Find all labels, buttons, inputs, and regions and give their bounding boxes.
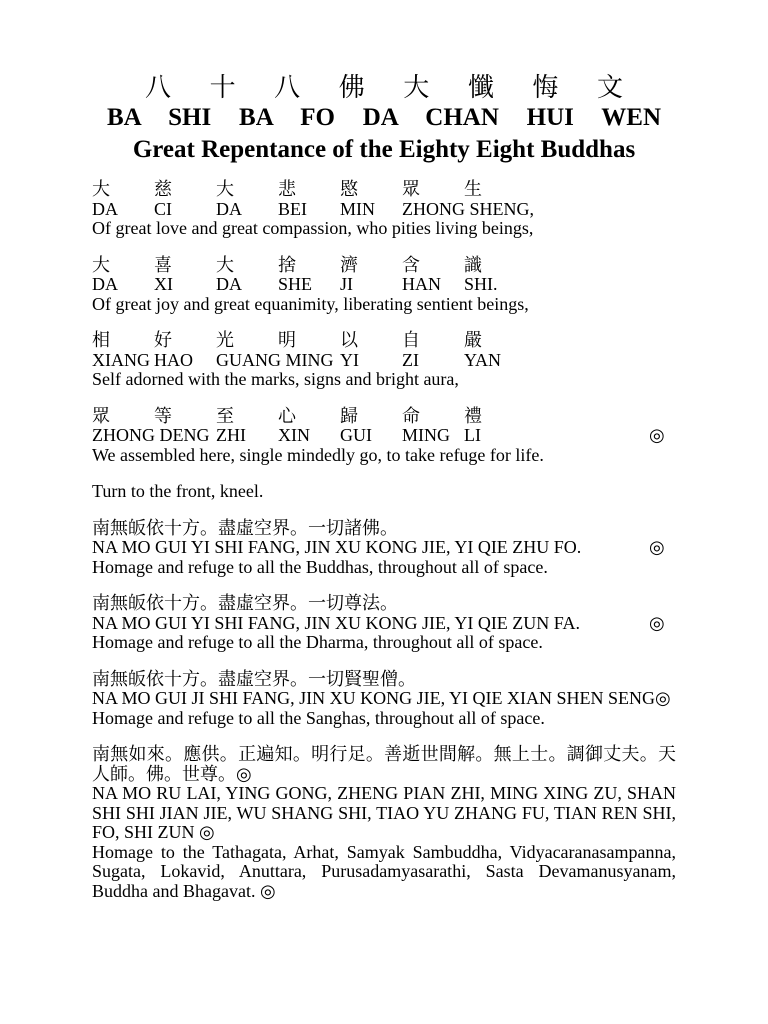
- chinese-character: 愍: [340, 179, 358, 199]
- homage-tathagata: [92, 745, 676, 901]
- chinese-character: 大: [92, 254, 110, 275]
- recitation-mark: ◎: [649, 425, 665, 445]
- pinyin-syllable: ZI: [402, 349, 419, 370]
- refuge-english-line: Homage and refuge to all the Sanghas, throughout all of space.: [92, 707, 545, 728]
- verse-english-line: Self adorned with the marks, signs and bright aura,: [92, 369, 459, 389]
- verse-3: [92, 331, 676, 390]
- refuge-pinyin-line: NA MO GUI JI SHI FANG, JIN XU KONG JIE, YI QIE XIAN SHEN SENG◎: [92, 688, 671, 708]
- pinyin-syllable: YAN: [464, 349, 502, 370]
- recitation-mark: ◎: [649, 537, 665, 557]
- title-pinyin: BA SHI BA FO DA CHAN HUI WEN: [107, 104, 661, 131]
- pinyin-syllable: ZHONG DENG: [92, 425, 210, 445]
- pinyin-syllable: SHE: [278, 274, 313, 294]
- verse-pinyin-row: [92, 426, 676, 446]
- recitation-mark: ◎: [649, 612, 665, 633]
- refuge-english-line: Homage and refuge to all the Dharma, throughout all of space.: [92, 632, 543, 652]
- chinese-character: 以: [340, 330, 358, 350]
- homage-english-paragraph: Homage to the Tathagata, Arhat, Samyak Sambuddha, Vidyacaranasampanna, Sugata, Lokavid, Anuttara, Purusadamyasarathi, Sasta Devamanusyanam, Buddha and Bhagavat. ◎: [92, 841, 676, 901]
- chinese-character: 命: [402, 405, 420, 426]
- chinese-character: 眾: [92, 405, 110, 426]
- pinyin-syllable: ZHONG SHENG,: [402, 198, 534, 219]
- verse-pinyin-row: [92, 351, 676, 371]
- pinyin-syllable: XIANG: [92, 349, 150, 370]
- pinyin-syllable: YI: [340, 349, 359, 370]
- refuge-pinyin-row: [92, 689, 676, 709]
- pinyin-syllable: HAN: [402, 274, 441, 294]
- pinyin-syllable: XI: [154, 274, 173, 294]
- chinese-character: 喜: [154, 254, 172, 275]
- verse-2: [92, 256, 676, 315]
- title-chinese: 八 十 八 佛 大 懺 悔 文: [145, 73, 623, 102]
- pinyin-syllable: JI: [340, 274, 353, 294]
- chinese-character: 心: [278, 405, 296, 426]
- pinyin-syllable: GUANG MING: [216, 349, 334, 370]
- chinese-character: 大: [216, 179, 234, 199]
- verse-pinyin-row: [92, 275, 676, 295]
- pinyin-syllable: XIN: [278, 425, 310, 445]
- pinyin-syllable: DA: [92, 198, 118, 219]
- pinyin-syllable: DA: [216, 198, 242, 219]
- verse-english-line: Of great love and great compassion, who pities living beings,: [92, 218, 534, 238]
- chinese-character: 捨: [278, 254, 296, 275]
- pinyin-syllable: GUI: [340, 425, 372, 445]
- pinyin-syllable: DA: [92, 274, 118, 294]
- verse-pinyin-row: [92, 200, 676, 220]
- pinyin-syllable: LI: [464, 425, 481, 445]
- chinese-character: 好: [154, 330, 172, 350]
- chinese-character: 相: [92, 330, 110, 350]
- instruction-line: Turn to the front, kneel.: [92, 481, 264, 501]
- verse-chinese-row: [92, 256, 676, 276]
- pinyin-syllable: SHI.: [464, 274, 498, 294]
- pinyin-syllable: MIN: [340, 198, 375, 219]
- homage-chinese-paragraph: 南無如來。應供。正遍知。明行足。善逝世間解。無上士。調御丈夫。天人師。佛。世尊。◎: [92, 744, 676, 784]
- verse-english-line: Of great joy and great equanimity, liberating sentient beings,: [92, 293, 529, 314]
- chinese-character: 生: [464, 179, 482, 199]
- refuge-pinyin-row: [92, 538, 676, 558]
- homage-pinyin-paragraph: NA MO RU LAI, YING GONG, ZHENG PIAN ZHI, MING XING ZU, SHAN SHI SHI JIAN JIE, WU SHANG SHI, TIAO YU ZHANG FU, TIAN REN SHI, FO, SHI ZUN ◎: [92, 783, 676, 842]
- refuge-buddha: [92, 519, 676, 578]
- chinese-character: 禮: [464, 405, 482, 426]
- refuge-pinyin-row: [92, 614, 676, 634]
- verse-english-line: We assembled here, single mindedly go, to take refuge for life.: [92, 444, 544, 465]
- refuge-sangha: [92, 670, 676, 729]
- pinyin-syllable: HAO: [154, 349, 193, 370]
- chinese-character: 嚴: [464, 330, 482, 350]
- refuge-dharma: [92, 594, 676, 653]
- title-english: Great Repentance of the Eighty Eight Buddhas: [132, 136, 636, 163]
- chinese-character: 光: [216, 330, 234, 350]
- refuge-chinese-line: 南無皈依十方。盡虛空界。一切賢聖僧。: [92, 668, 416, 689]
- pinyin-syllable: BEI: [278, 198, 307, 219]
- chinese-character: 大: [216, 254, 234, 275]
- pinyin-syllable: MING: [402, 425, 450, 445]
- chinese-character: 悲: [278, 179, 296, 199]
- verse-4: [92, 407, 676, 466]
- pinyin-syllable: ZHI: [216, 425, 246, 445]
- chinese-character: 至: [216, 405, 234, 426]
- chinese-character: 明: [278, 330, 296, 350]
- pinyin-syllable: CI: [154, 198, 172, 219]
- verse-chinese-row: [92, 180, 676, 200]
- chinese-character: 眾: [402, 179, 420, 199]
- text-body: [92, 180, 676, 918]
- instruction-group: [92, 482, 676, 502]
- chinese-character: 濟: [340, 254, 358, 275]
- verse-1: [92, 180, 676, 239]
- pinyin-syllable: DA: [216, 274, 242, 294]
- refuge-chinese-line: 南無皈依十方。盡虛空界。一切諸佛。: [92, 517, 398, 538]
- chinese-character: 自: [402, 330, 420, 350]
- chinese-character: 大: [92, 179, 110, 199]
- refuge-chinese-line: 南無皈依十方。盡虛空界。一切尊法。: [92, 593, 398, 613]
- verse-chinese-row: [92, 407, 676, 427]
- chinese-character: 歸: [340, 405, 358, 426]
- verse-chinese-row: [92, 331, 676, 351]
- chinese-character: 等: [154, 405, 172, 426]
- chinese-character: 識: [464, 254, 482, 275]
- chinese-character: 慈: [154, 179, 172, 199]
- refuge-pinyin-line: NA MO GUI YI SHI FANG, JIN XU KONG JIE, YI QIE ZUN FA.: [92, 612, 580, 633]
- refuge-english-line: Homage and refuge to all the Buddhas, throughout all of space.: [92, 556, 548, 577]
- chinese-character: 含: [402, 254, 420, 275]
- refuge-pinyin-line: NA MO GUI YI SHI FANG, JIN XU KONG JIE, YI QIE ZHU FO.: [92, 537, 582, 557]
